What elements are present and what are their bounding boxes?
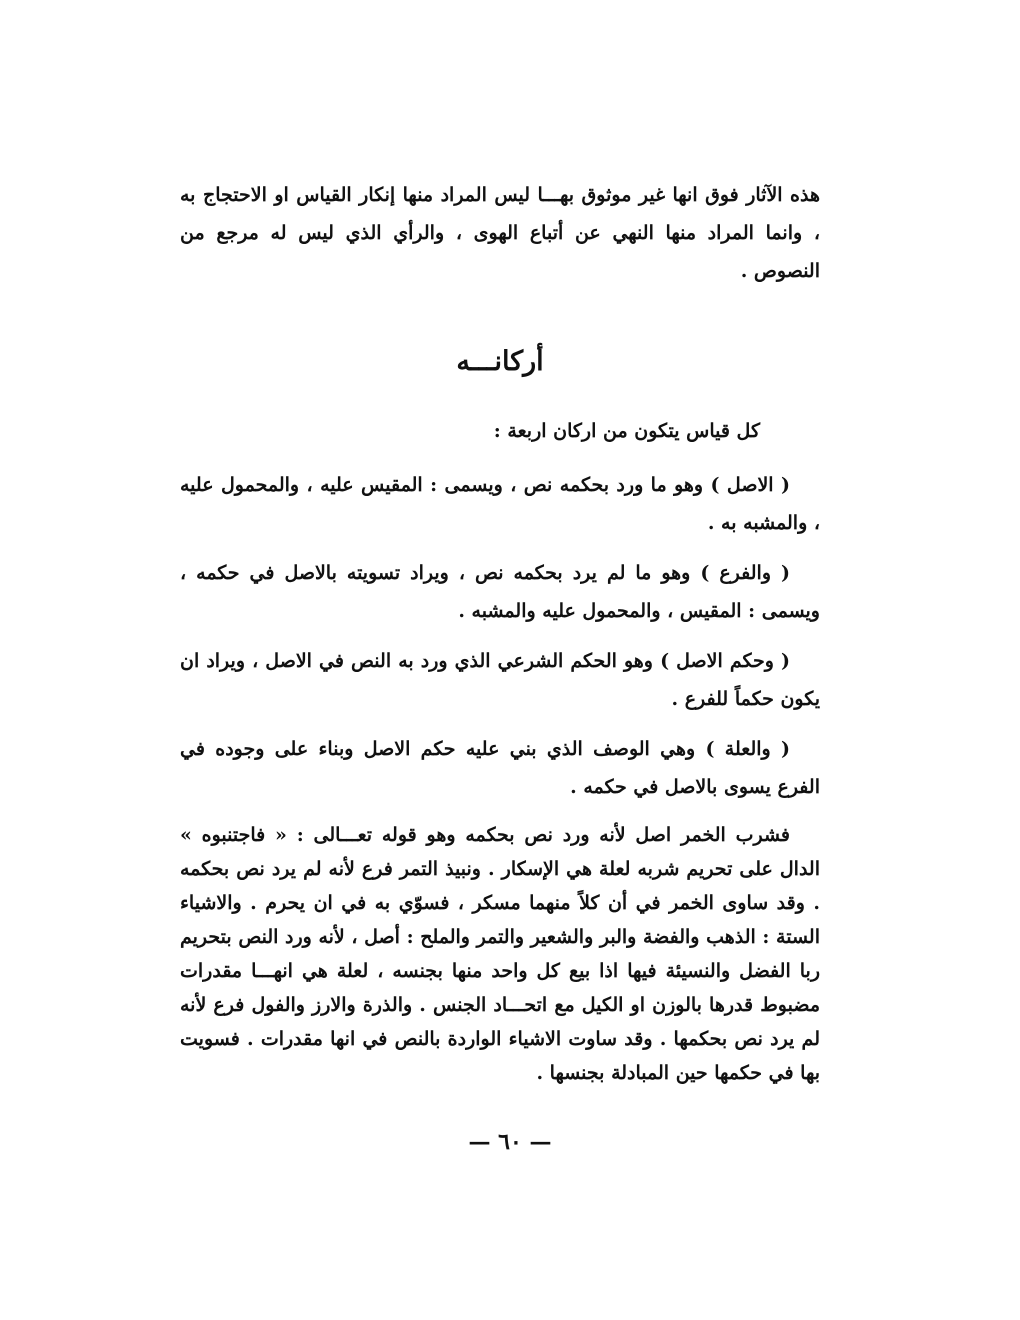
page-number: — ٦٠ — xyxy=(468,1129,552,1155)
pillar-item-text: ( وحكم الاصل ) وهو الحكم الشرعي الذي ورد به النص في الاصل ، ويراد ان يكون حكماً للفرع . xyxy=(180,650,820,710)
intro-paragraph xyxy=(180,176,820,290)
intro-text: هذه الآثار فوق انها غير موثوق بهـــا ليس المراد منها إنكار القياس او الاحتجاج به ، وانما المراد منها النهي عن أتباع الهوى ، والرأي الذي ليس له مرجع من النصوص . xyxy=(180,184,820,282)
lead-text: كل قياس يتكون من اركان اربعة : xyxy=(493,420,760,442)
pillar-item-text: ( الاصل ) وهو ما ورد بحكمه نص ، ويسمى : المقيس عليه ، والمحمول عليه ، والمشبه به . xyxy=(180,474,820,534)
section-heading: أركانـــه xyxy=(456,346,544,377)
pillar-item-far xyxy=(180,554,820,630)
example-paragraph xyxy=(180,818,820,1090)
pillar-item-hukm xyxy=(180,642,820,718)
pillar-item-text: ( والفرع ) وهو ما لم يرد بحكمه نص ، ويراد تسويته بالاصل في حكمه ، ويسمى : المقيس ، والمحمول عليه والمشبه . xyxy=(180,562,820,622)
lead-paragraph xyxy=(180,412,820,450)
example-text: فشرب الخمر اصل لأنه ورد نص بحكمه وهو قوله تعـــالى : « فاجتنبوه » الدال على تحريم شربه لعلة هي الإسكار . ونبيذ التمر فرع لأنه لم يرد نص بحكمه . وقد ساوى الخمر في أن كلاً منهما مسكر ، فسوّي به في ان يحرم . والاشياء الستة : الذهب والفضة والبر والشعير والتمر والملح : أصل ، لأنه ورد النص بتحريم ربا الفضل والنسيئة فيها اذا بيع كل واحد منها بجنسه ، لعلة هي انهـــا مقدرات مضبوط قدرها بالوزن او الكيل مع اتحـــاد الجنس . والذرة والارز والفول فرع لأنه لم يرد نص بحكمها . وقد ساوت الاشياء الواردة بالنص في انها مقدرات . فسويت بها في حكمها حين المبادلة بجنسها . xyxy=(180,824,820,1084)
pillar-item-illa xyxy=(180,730,820,806)
pillar-item-text: ( والعلة ) وهي الوصف الذي بني عليه حكم الاصل وبناء على وجوده في الفرع يسوى بالاصل في حكمه . xyxy=(180,738,820,798)
pillar-item-asl xyxy=(180,466,820,542)
